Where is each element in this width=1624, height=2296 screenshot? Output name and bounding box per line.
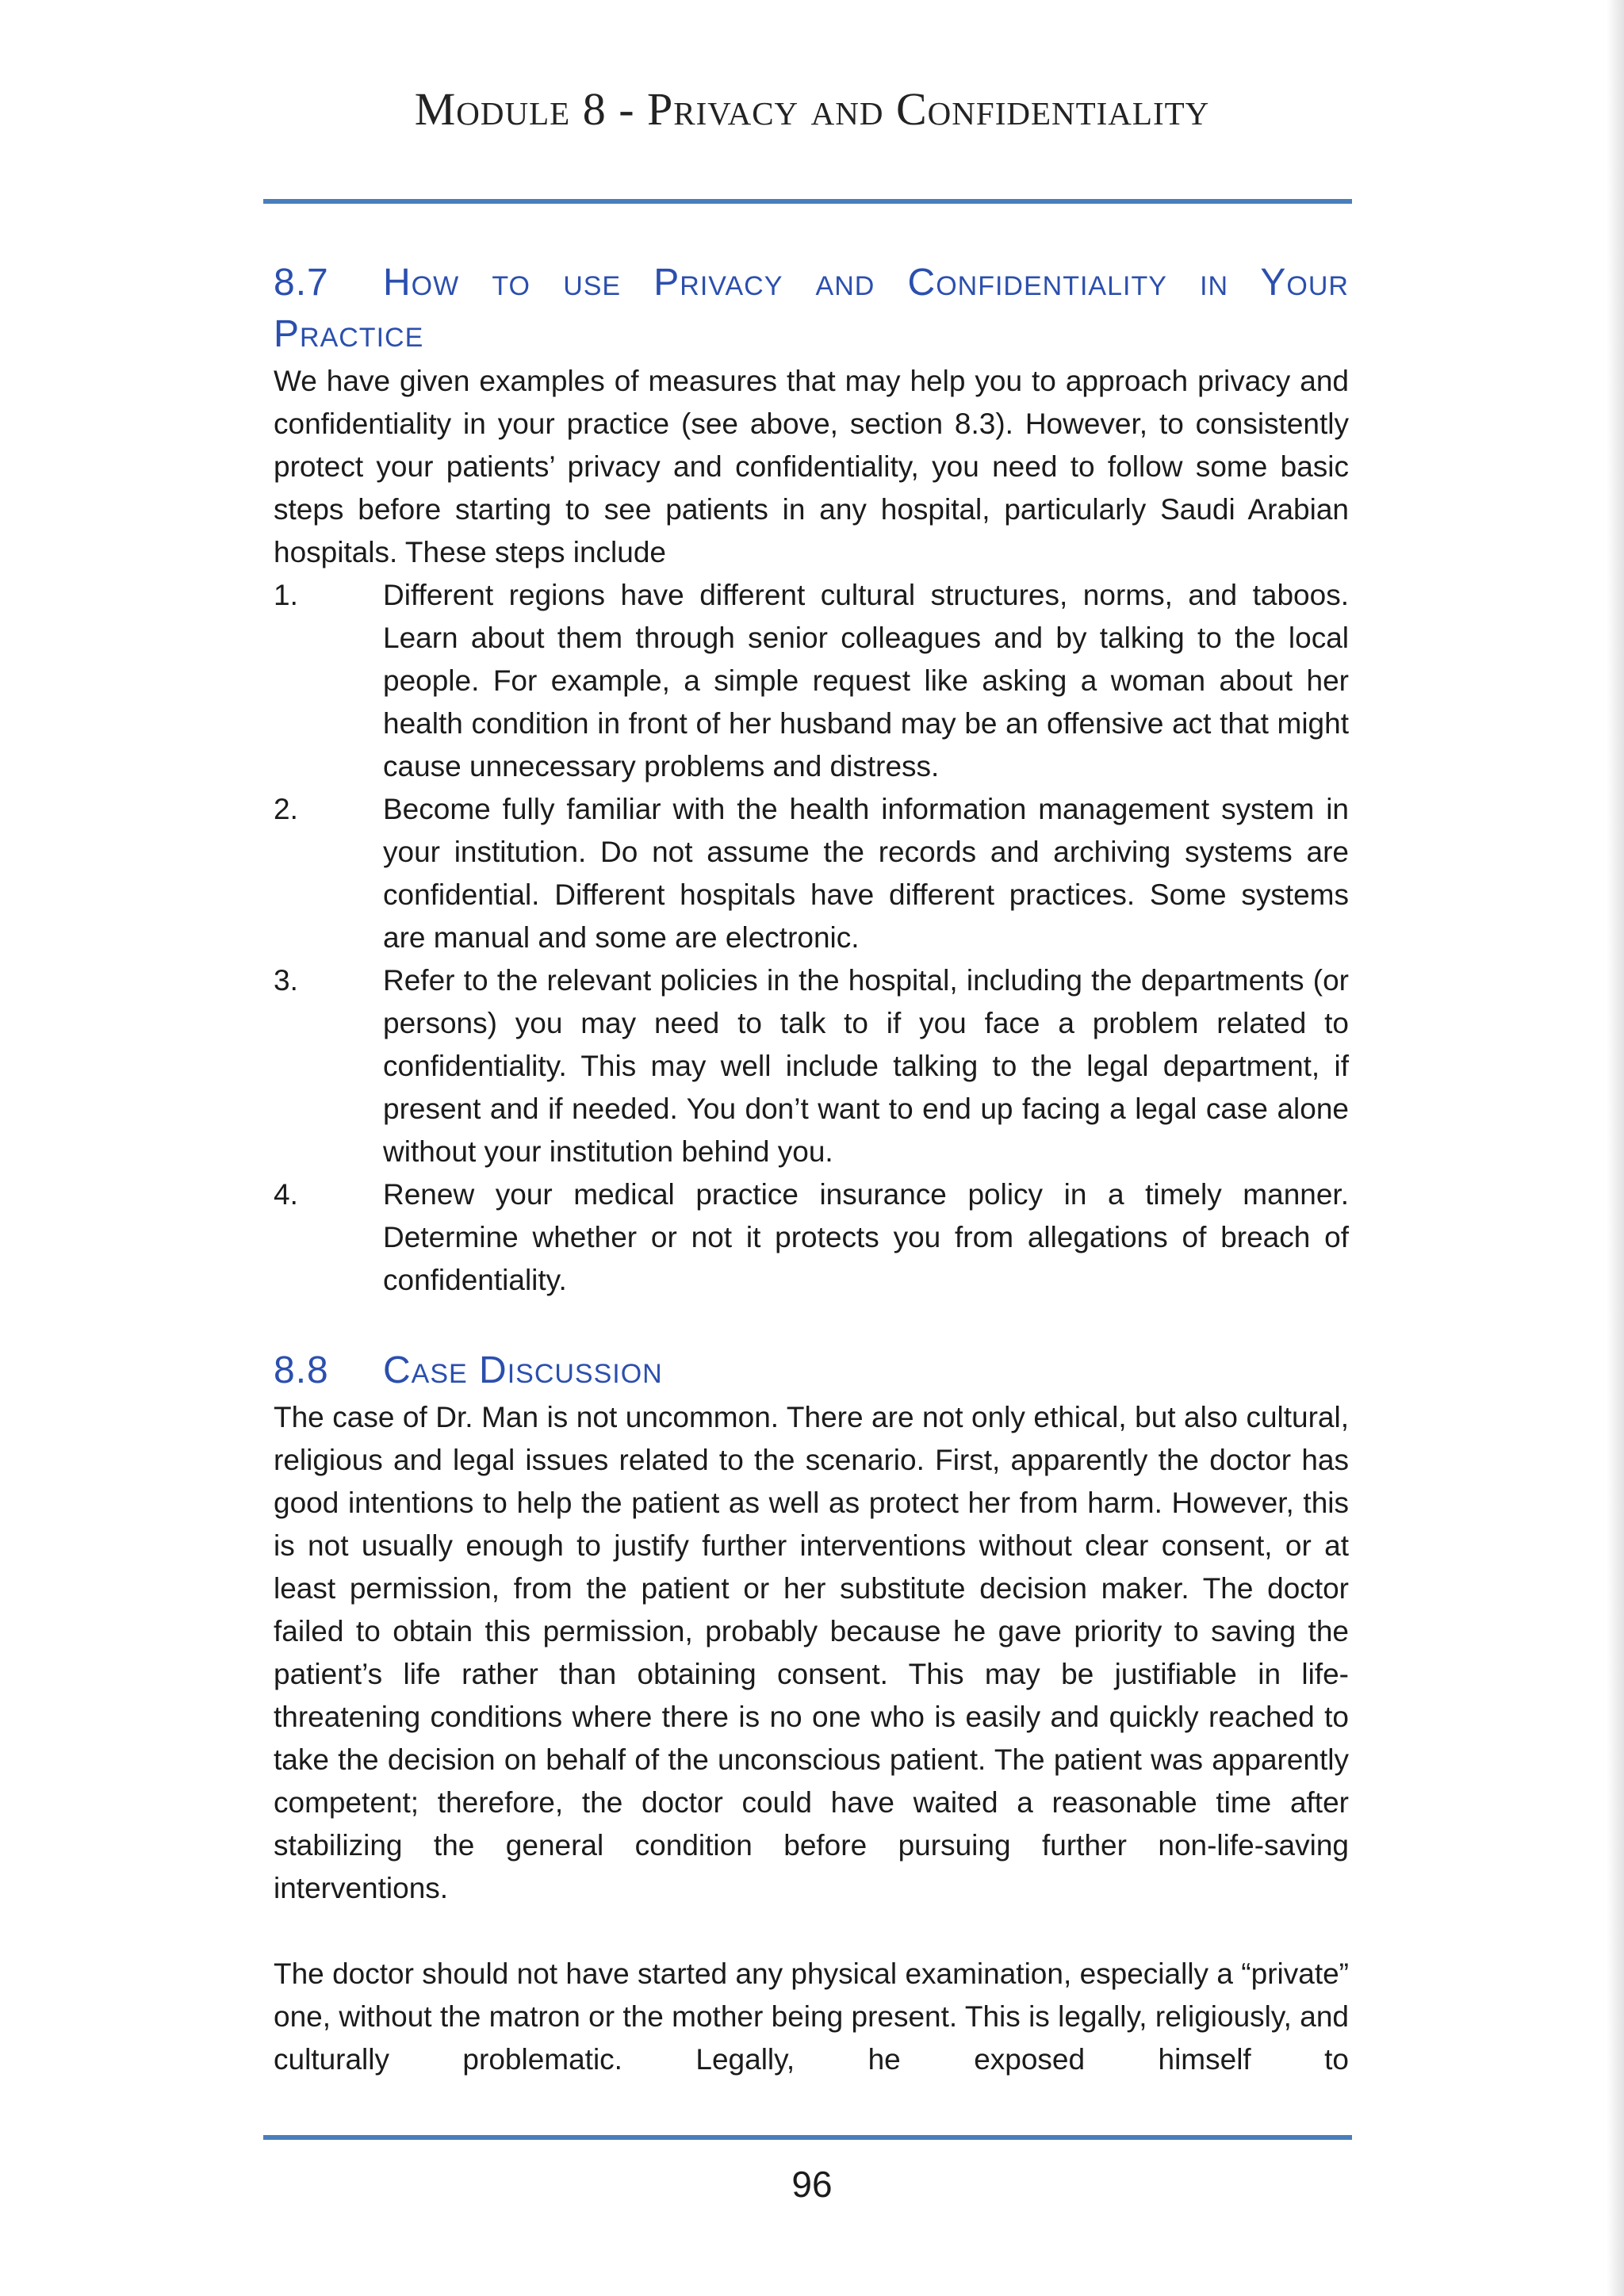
footer-rule (263, 2135, 1352, 2140)
page-edge-shadow (1607, 0, 1624, 2296)
page-number: 96 (791, 2164, 833, 2205)
list-item (274, 959, 1349, 1173)
list-item-number: 2. (274, 793, 298, 825)
section-number: 8.7 (274, 262, 329, 304)
steps-list (274, 574, 1349, 1302)
running-header-title: Module 8 - Privacy and Confidentiality (414, 83, 1210, 135)
list-item-number: 1. (274, 579, 298, 611)
list-item-text: Different regions have different cultural structures, norms, and taboos. Learn about them through senior colleagues and by talking to the local people. For example, a simple request like asking a woman about her health condition in front of her husband may be an offensive act that might cause unnecessary problems and distress. (383, 579, 1349, 783)
section-heading-8-8 (274, 1345, 1349, 1396)
list-item-text: Refer to the relevant policies in the hospital, including the departments (or persons) you may need to talk to if you face a problem related to confidentiality. This may well include talking to the legal department, if present and if needed. You don’t want to end up facing a legal case alone without your institution behind you. (383, 964, 1349, 1168)
section-title: How to use Privacy and Confidentiality in Your Practice (274, 262, 1349, 355)
case-discussion-paragraph: The doctor should not have started any physical examination, especially a “private” one, without the matron or the mother being present. This is legally, religiously, and culturally problematic. Legally, he exposed himself to (274, 1957, 1349, 2076)
list-item-text: Renew your medical practice insurance policy in a timely manner. Determine whether or not it protects you from allegations of breach of confidentiality. (383, 1178, 1349, 1296)
list-item-text: Become fully familiar with the health information management system in your institution. Do not assume the records and archiving systems are confidential. Different hospitals have different practices. Some systems are manual and some are electronic. (383, 793, 1349, 954)
list-item-number: 4. (274, 1178, 298, 1211)
section-heading-8-7 (274, 257, 1349, 360)
header-rule (263, 199, 1352, 204)
list-item (274, 788, 1349, 959)
list-item (274, 574, 1349, 788)
section-number: 8.8 (274, 1349, 329, 1391)
list-item-number: 3. (274, 964, 298, 997)
section-title: Case Discussion (383, 1349, 663, 1391)
section-intro-paragraph: We have given examples of measures that may help you to approach privacy and confidentiality in your practice (see above, section 8.3). However, to consistently protect your patients’ privacy and confidentiality, you need to follow some basic steps before starting to see patients in any hospital, particularly Saudi Arabian hospitals. These steps include (274, 365, 1349, 568)
case-discussion-paragraph: The case of Dr. Man is not uncommon. There are not only ethical, but also cultural, religious and legal issues related to the scenario. First, apparently the doctor has good intentions to help the patient as well as protect her from harm. However, this is not usually enough to justify further interventions without clear consent, or at least permission, from the patient or her substitute decision maker. The doctor failed to obtain this permission, probably because he gave priority to saving the patient’s life rather than obtaining consent. This may be justifiable in life-threatening conditions where there is no one who is easily and quickly reached to take the decision on behalf of the unconscious patient. The patient was apparently competent; therefore, the doctor could have waited a reasonable time after stabilizing the general condition before pursuing further non-life-saving interventions. (274, 1401, 1349, 1904)
list-item (274, 1173, 1349, 1302)
page-body (274, 257, 1349, 2081)
